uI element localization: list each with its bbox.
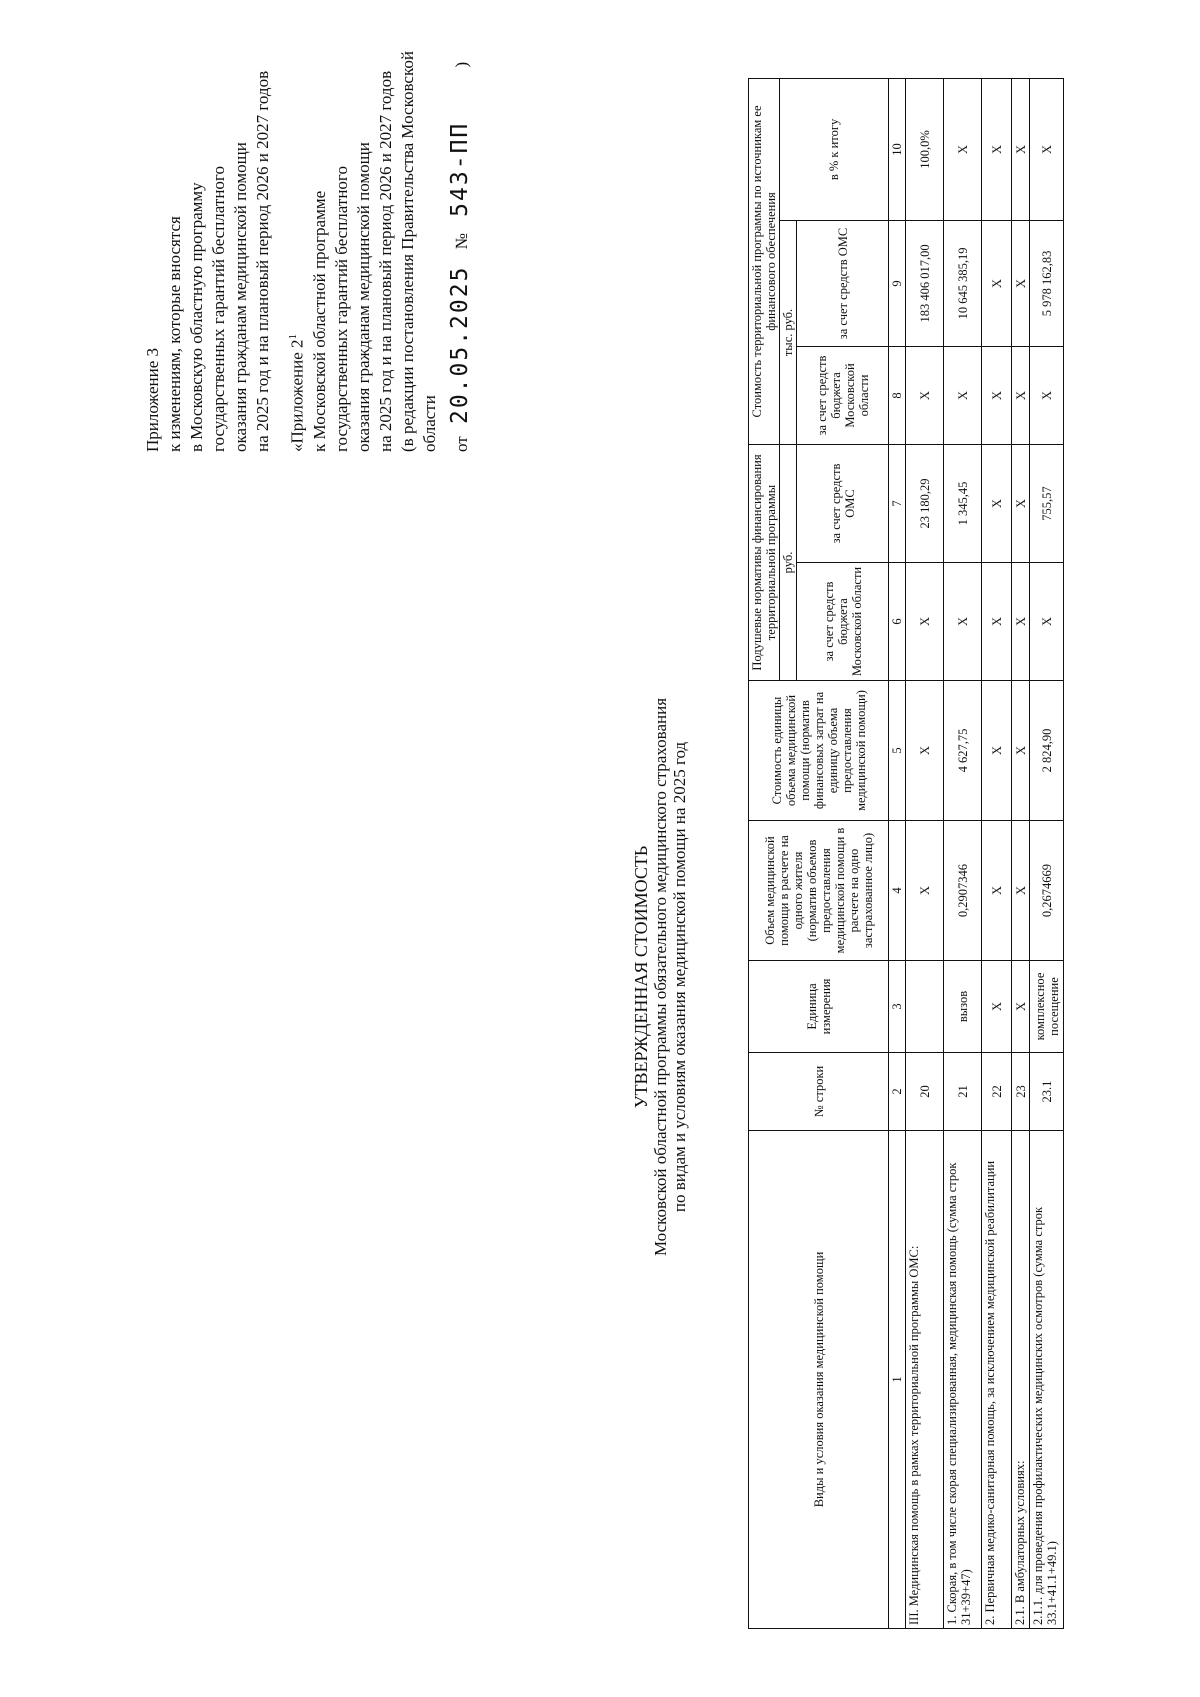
table-row: [1012, 78, 1030, 1628]
header-volume: Объем медицинской помощи в расчете на одного жителя (норматив объемов предоставления медицинской помощи в расчете на одно застрахованное лицо): [749, 821, 889, 961]
header-oms-thousand: за счет средств ОМС: [797, 220, 889, 346]
row-unit-cost: X: [906, 681, 944, 821]
closing-parenthesis: ): [451, 61, 471, 68]
appendix-2-1-line: государственных гарантий бесплатного: [331, 166, 351, 452]
row-budget-rub: X: [1030, 563, 1064, 681]
appendix-2-1-line: оказания гражданам медицинской помощи: [353, 142, 373, 452]
header-regional-budget-rub: за счет средств бюджета Московской области: [797, 563, 889, 681]
row-name: 1. Скорая, в том числе скорая специализированная, медицинская помощь (сумма строк 31+39+47): [944, 1131, 982, 1629]
resolution-date-line: [446, 0, 473, 452]
column-number: 2: [889, 1053, 906, 1131]
row-volume: 0,2674669: [1030, 821, 1064, 961]
appendix-2-1-title: [282, 0, 309, 452]
appendix-2-1-superscript: 1: [287, 334, 299, 340]
appendix-3-line: на 2025 год и на плановый период 2026 и 2027 годов: [253, 70, 272, 452]
row-oms-thousand: X: [982, 220, 1012, 346]
row-budget-rub: X: [944, 563, 982, 681]
appendix-3-block: [142, 71, 274, 452]
cost-table: [748, 78, 1064, 1629]
column-number: 3: [889, 961, 906, 1053]
row-percent: X: [982, 78, 1012, 220]
row-number: 22: [982, 1053, 1012, 1131]
column-number: 9: [889, 220, 906, 346]
row-number: 21: [944, 1053, 982, 1131]
date-prefix: от: [451, 436, 471, 452]
header-thousand-rub: тыс. руб.: [780, 220, 797, 444]
column-number: 5: [889, 681, 906, 821]
appendix-3-line: оказания гражданам медицинской помощи: [231, 142, 250, 452]
column-number: 4: [889, 821, 906, 961]
table-row: [1030, 78, 1064, 1628]
appendix-2-1-block: [282, 0, 473, 452]
appendix-3-line: к изменениям, которые вносятся: [165, 216, 184, 452]
row-unit-cost: 4 627,75: [944, 681, 982, 821]
row-name: 2.1.1. для проведения профилактических медицинских осмотров (сумма строк 33.1+41.1+49.1): [1030, 1131, 1064, 1629]
document-title: [632, 527, 689, 1427]
column-number: 8: [889, 346, 906, 444]
header-regional-budget-thousand: за счет средств бюджета Московской области: [797, 346, 889, 444]
header-oms-rub: за счет средств ОМС: [797, 444, 889, 562]
table-row: [982, 78, 1012, 1628]
resolution-date: 20.05.2025: [446, 265, 473, 425]
row-volume: X: [1012, 821, 1030, 961]
row-oms-rub: X: [1012, 444, 1030, 562]
table-row: [906, 78, 944, 1628]
row-budget-thousand: X: [982, 346, 1012, 444]
row-unit-cost: X: [982, 681, 1012, 821]
header-per-capita: Подушевые нормативы финансирования территориальной программы: [749, 444, 780, 680]
row-name: 2.1. В амбулаторных условиях:: [1012, 1131, 1030, 1629]
header-rub: руб.: [780, 444, 797, 680]
row-budget-rub: X: [982, 563, 1012, 681]
row-budget-rub: X: [1012, 563, 1030, 681]
title-line-1: УТВЕРЖДЕННАЯ СТОИМОСТЬ: [631, 845, 651, 1109]
row-budget-thousand: X: [1012, 346, 1030, 444]
header-unit: Единица измерения: [749, 961, 889, 1053]
header-percent: в % к итогу: [780, 78, 889, 220]
row-budget-thousand: X: [906, 346, 944, 444]
row-oms-thousand: X: [1012, 220, 1030, 346]
appendix-2-1-title-text: «Приложение 2: [287, 339, 307, 452]
column-number: 6: [889, 563, 906, 681]
appendix-2-1-line: (в редакции постановления Правительства Московской области: [397, 51, 439, 452]
row-volume: X: [982, 821, 1012, 961]
row-oms-rub: 23 180,29: [906, 444, 944, 562]
row-budget-rub: X: [906, 563, 944, 681]
row-percent: X: [1012, 78, 1030, 220]
row-unit: комплексное посещение: [1030, 961, 1064, 1053]
column-number-row: [889, 78, 906, 1628]
title-line-2: Московской областной программы обязательного медицинского страхования: [651, 697, 670, 1257]
row-budget-thousand: X: [1030, 346, 1064, 444]
appendix-2-1-line: на 2025 год и на плановый период 2026 и 2027 годов: [375, 70, 395, 452]
appendix-3-line: Приложение 3: [143, 348, 162, 452]
title-line-3: по видам и условиям оказания медицинской помощи на 2025 год: [670, 741, 689, 1213]
row-unit-cost: 2 824,90: [1030, 681, 1064, 821]
appendix-2-1-line: к Московской областной программе: [309, 190, 329, 452]
row-oms-thousand: 10 645 385,19: [944, 220, 982, 346]
row-unit: вызов: [944, 961, 982, 1053]
row-percent: X: [1030, 78, 1064, 220]
column-number: 10: [889, 78, 906, 220]
row-volume: 0,2907346: [944, 821, 982, 961]
row-name: 2. Первичная медико-санитарная помощь, за исключением медицинской реабилитации: [982, 1131, 1012, 1629]
row-unit: X: [982, 961, 1012, 1053]
number-sign: №: [451, 233, 471, 250]
row-number: 20: [906, 1053, 944, 1131]
table-header-row: [749, 78, 780, 1628]
row-volume: X: [906, 821, 944, 961]
row-name: III. Медицинская помощь в рамках территориальной программы ОМС:: [906, 1131, 944, 1629]
header-types: Виды и условия оказания медицинской помощи: [749, 1131, 889, 1629]
row-percent: X: [944, 78, 982, 220]
row-oms-rub: 755,57: [1030, 444, 1064, 562]
resolution-number: 543-ПП: [446, 121, 473, 217]
row-oms-thousand: 5 978 162,83: [1030, 220, 1064, 346]
header-cost-by-source: Стоимость территориальной программы по источникам ее финансового обеспечения: [749, 78, 780, 444]
row-number: 23: [1012, 1053, 1030, 1131]
appendix-3-line: государственных гарантий бесплатного: [209, 166, 228, 452]
row-oms-thousand: 183 406 017,00: [906, 220, 944, 346]
row-number: 23.1: [1030, 1053, 1064, 1131]
row-unit: X: [1012, 961, 1030, 1053]
header-row-no: № строки: [749, 1053, 889, 1131]
row-unit-cost: X: [1012, 681, 1030, 821]
row-percent: 100,0%: [906, 78, 944, 220]
row-oms-rub: 1 345,45: [944, 444, 982, 562]
appendix-3-line: в Московскую областную программу: [187, 182, 206, 452]
column-number: 7: [889, 444, 906, 562]
table-row: [944, 78, 982, 1628]
row-unit: [906, 961, 944, 1053]
row-oms-rub: X: [982, 444, 1012, 562]
header-unit-cost: Стоимость единицы объема медицинской помощи (норматив финансовых затрат на единицу объема предоставления медицинской помощи): [749, 681, 889, 821]
column-number: 1: [889, 1131, 906, 1629]
row-budget-thousand: X: [944, 346, 982, 444]
